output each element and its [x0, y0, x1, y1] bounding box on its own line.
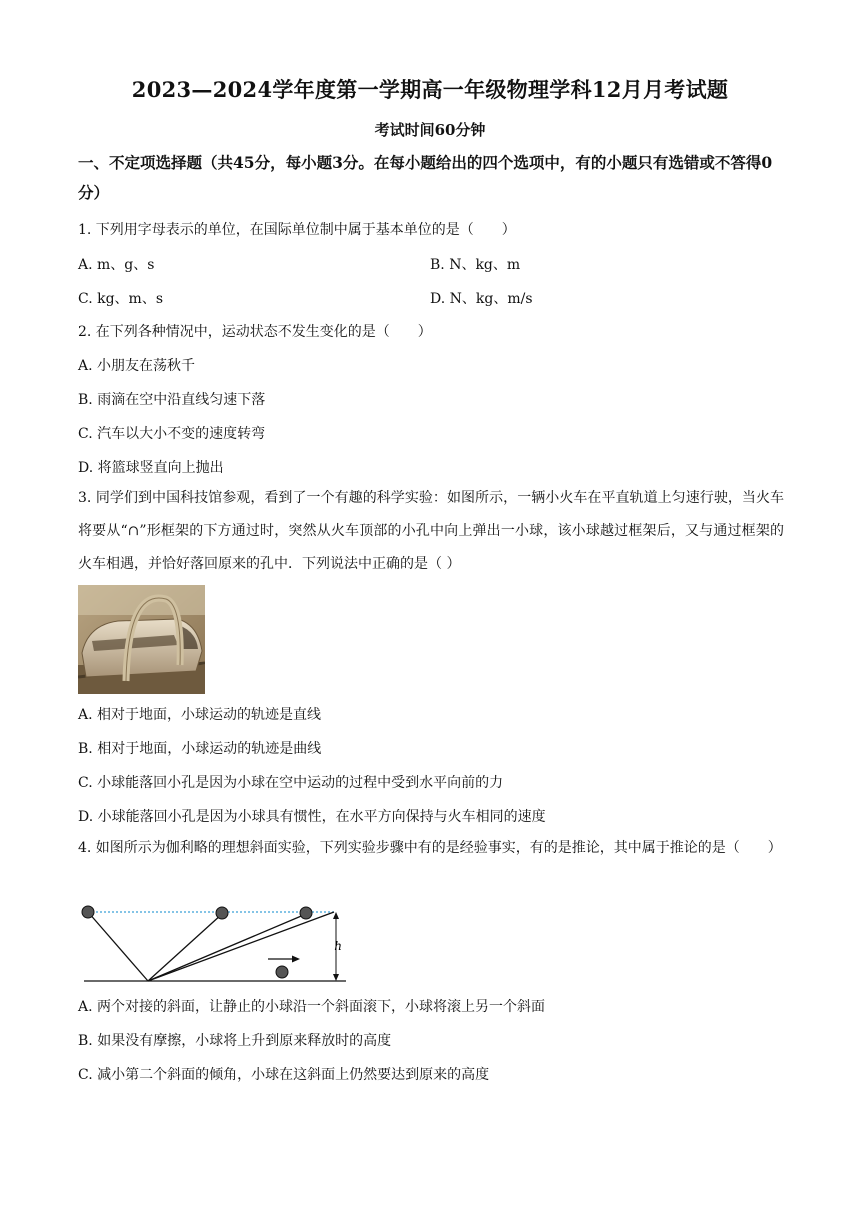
page-title: 2023—2024学年度第一学期高一年级物理学科12月月考试题 — [131, 77, 729, 102]
question-1-option-b: B. N、kg、m — [430, 257, 521, 273]
question-3-option-b: B. 相对于地面，小球运动的轨迹是曲线 — [78, 741, 322, 757]
question-3-stem: 3. 同学们到中国科技馆参观，看到了一个有趣的科学实验：如图所示，一辆小火车在平直轨道上匀速行驶，当火车将要从“∩”形框架的下方通过时，突然从火车顶部的小孔中向上弹出一小球，该小球越过框架后，又与通过框架的火车相遇，并恰好落回原来的孔中．下列说法中正确的是（ ） — [78, 490, 784, 572]
question-1-option-d: D. N、kg、m/s — [430, 291, 533, 307]
question-2-stem: 2. 在下列各种情况中，运动状态不发生变化的是（ ） — [78, 324, 432, 340]
question-4-option-b: B. 如果没有摩擦，小球将上升到原来释放时的高度 — [78, 1033, 392, 1049]
question-3-option-a: A. 相对于地面，小球运动的轨迹是直线 — [78, 707, 322, 723]
question-1-option-c: C. kg、m、s — [78, 291, 164, 307]
question-4-option-a: A. 两个对接的斜面，让静止的小球沿一个斜面滚下，小球将滚上另一个斜面 — [78, 999, 546, 1015]
galileo-incline-diagram — [78, 900, 348, 988]
question-2-option-b: B. 雨滴在空中沿直线匀速下落 — [78, 392, 266, 408]
question-2-option-a: A. 小朋友在荡秋千 — [78, 358, 196, 374]
question-4-stem: 4. 如图所示为伽利略的理想斜面实验，下列实验步骤中有的是经验事实，有的是推论，其中属于推论的是（ ） — [78, 840, 782, 856]
question-3-option-c: C. 小球能落回小孔是因为小球在空中运动的过程中受到水平向前的力 — [78, 775, 504, 791]
question-2-option-c: C. 汽车以大小不变的速度转弯 — [78, 426, 266, 442]
question-1-stem: 1. 下列用字母表示的单位，在国际单位制中属于基本单位的是（ ） — [78, 222, 516, 238]
exam-time: 考试时间60分钟 — [374, 121, 486, 139]
question-1-option-a: A. m、g、s — [78, 257, 155, 273]
section-heading: 一、不定项选择题（共45分，每小题3分。在每小题给出的四个选项中，有的小题只有选错或不答得0分） — [78, 153, 773, 202]
train-arch-photo — [78, 585, 205, 694]
question-4-option-c: C. 减小第二个斜面的倾角，小球在这斜面上仍然要达到原来的高度 — [78, 1067, 490, 1083]
height-label: h — [334, 939, 342, 953]
question-2-option-d: D. 将篮球竖直向上抛出 — [78, 460, 224, 476]
question-3-option-d: D. 小球能落回小孔是因为小球具有惯性，在水平方向保持与火车相同的速度 — [78, 809, 546, 825]
